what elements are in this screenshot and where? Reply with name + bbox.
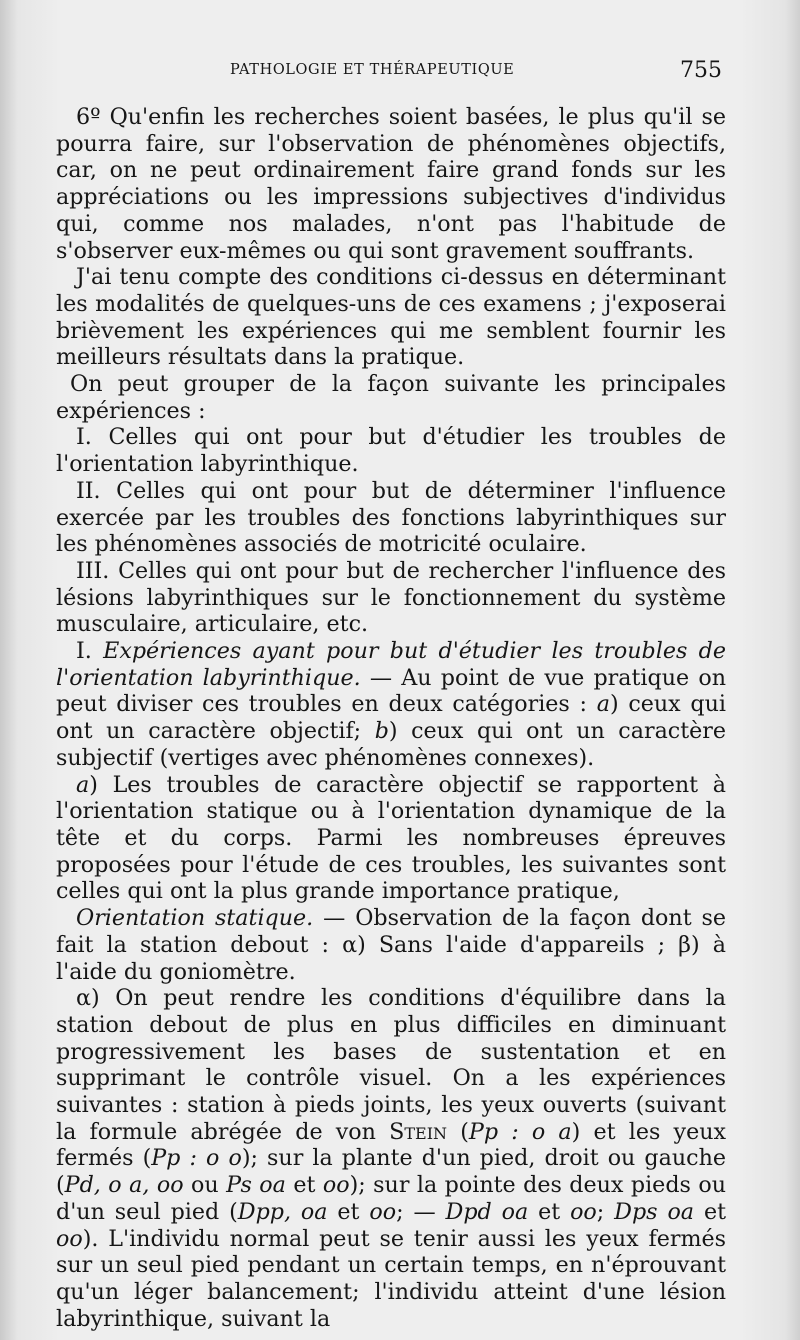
list-item-group-i: I. Celles qui ont pour but d'étudier les troubles de l'orientation labyrinthique. [56,424,726,478]
formula: Dpd oa [445,1198,529,1225]
text-run: ) ceux qui ont un caractère subjectif (vertiges avec phénomènes connexes). [56,718,727,771]
text-run: — Observation de la façon dont se fait la station debout : α) Sans l'aide d'appareils ; β) à l'aide du goniomètre. [56,905,727,985]
formula: oo [322,1172,350,1199]
paragraph-objective-troubles [56,772,726,906]
author-name: Stein [389,1118,448,1145]
formula: Pp : o o [151,1145,242,1172]
formula: oo [570,1198,597,1225]
formula: Pd, o a, oo [64,1172,184,1199]
running-head: PATHOLOGIE ET THÉRAPEUTIQUE [230,62,515,78]
formula: Dps oa [614,1198,695,1225]
text-run: et [327,1198,370,1225]
page-body [56,104,726,1332]
section-number: I. [76,638,104,665]
text-run: ) Les troubles de caractère objectif se rapportent à l'orientation statique ou à l'orientation dynamique de la tête et du corps. Parmi les nombreuses épreuves proposées pour l'étude de ces troubles, les suivantes sont celles qui ont la plus grande importance pratique, [56,771,726,905]
paragraph-grouping: On peut grouper de la façon suivante les principales expériences : [56,371,726,424]
formula: oo [56,1225,83,1252]
text-run: α) On peut rendre les conditions d'équilibre dans la station debout de plus en plus difficiles en diminuant progressivement les bases de sustentation et en supprimant le contrôle visuel. On a les expériences suivantes : station à pieds joints, les yeux ouverts (suivant la formule abrégée de von [56,985,726,1145]
section-orientation-labyrinthique [56,638,726,772]
text-run: ; [596,1198,615,1225]
formula: Pp : o a [468,1118,572,1145]
paragraph-station-debout [56,985,726,1332]
paragraph-conditions: J'ai tenu compte des conditions ci-dessus en déterminant les modalités de quelques-uns de ces examens ; j'exposerai brièvement les expériences qui me semblent fournir les meilleurs résultats dans la pratique. [56,264,726,371]
enum-marker: a [76,771,90,798]
subsection-heading: Orientation statique. [76,905,314,932]
paragraph-objective-observation: 6º Qu'enfin les recherches soient basées, le plus qu'il se pourra faire, sur l'observation de phénomènes objectifs, car, on ne peut ordinairement faire grand fonds sur les appréciations ou les impressions subjectives d'individus qui, comme nos malades, n'ont pas l'habitude de s'observer eux-mêmes ou qui sont gravement souffrants. [56,104,726,264]
text-run: ); sur la plante d'un pied, droit ou gauche ( [56,1145,726,1199]
text-run: et [285,1172,323,1199]
text-run: ); sur la pointe des deux pieds ou d'un seul pied ( [56,1172,727,1225]
formula: Dpp, oa [237,1198,328,1225]
text-run: — Au point de vue pratique on peut diviser ces troubles en deux catégories : [56,664,726,718]
text-run: ). L'individu normal peut se tenir aussi les yeux fermés sur un seul pied pendant un certain temps, en n'éprouvant qu'un léger balancement; l'individu atteint d'une lésion labyrinthique, suivant la [56,1225,726,1332]
text-run: ou [183,1172,227,1199]
list-item-group-ii: II. Celles qui ont pour but de déterminer l'influence exercée par les troubles des fonctions labyrinthiques sur les phénomènes associés de motricité oculaire. [56,477,726,558]
text-run: et [694,1198,726,1225]
paragraph-orientation-statique [56,905,726,985]
text-run: et [528,1198,571,1225]
text-run: ( [447,1118,469,1145]
enum-marker: a [596,691,610,718]
formula: Ps oa [226,1172,286,1199]
section-heading: Expériences ayant pour but d'étudier les troubles de l'orientation labyrinthique. [56,638,726,691]
page-header [0,58,800,88]
enum-marker: b [374,718,389,745]
text-run: ; — [396,1198,446,1225]
text-run: ) ceux qui ont un caractère objectif; [56,691,726,745]
list-item-group-iii: III. Celles qui ont pour but de rechercher l'influence des lésions labyrinthiques sur le fonctionnement du système musculaire, articulaire, etc. [56,557,726,638]
formula: oo [369,1198,397,1225]
text-run: ) et les yeux fermés ( [56,1118,727,1172]
page-number: 755 [680,58,722,83]
